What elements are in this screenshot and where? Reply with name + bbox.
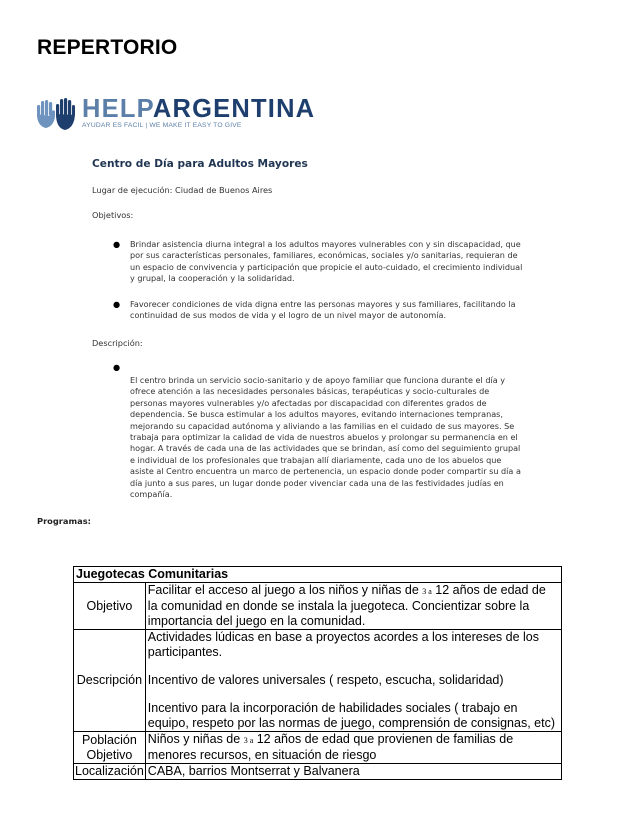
poblacion-text-end: 12 años de edad que provienen de familias de menores recursos, en situación de riesgo <box>147 732 514 762</box>
page-title: REPERTORIO <box>37 36 178 59</box>
poblacion-label <box>74 732 146 764</box>
poblacion-cell <box>145 732 561 764</box>
table-row <box>74 764 562 780</box>
table-row <box>74 732 562 764</box>
descripcion-label: Descripción <box>74 630 146 732</box>
logo-wordmark <box>82 96 315 122</box>
localizacion-label: Localización <box>75 764 144 778</box>
logo-word-help: HELP <box>82 95 153 123</box>
poblacion-label-line: Objetivo <box>86 747 133 762</box>
logo-word-argentina: ARGENTINA <box>152 95 316 123</box>
descripcion-cell <box>145 630 561 732</box>
poblacion-text: Niños y niñas de <box>147 732 244 746</box>
bullet-icon: ● <box>113 299 121 309</box>
helpargentina-logo <box>34 95 316 136</box>
localizacion-cell: CABA, barrios Montserrat y Balvanera <box>145 764 561 780</box>
project-title: Centro de Día para Adultos Mayores <box>92 158 308 170</box>
program-table <box>73 566 562 780</box>
objective-item: Favorecer condiciones de vida digna entre las personas mayores y sus familiares, facilitando la continuidad de sus modos de vida y el logro de un nivel mayor de autonomía. <box>130 299 516 321</box>
objetivo-age: 3 a <box>422 587 432 596</box>
objetivo-label: Objetivo <box>74 583 146 630</box>
hands-logo-icon <box>34 96 78 132</box>
table-row <box>74 567 562 583</box>
project-location: Lugar de ejecución: Ciudad de Buenos Aires <box>92 185 273 195</box>
poblacion-age: 3 a <box>243 736 254 745</box>
objetivo-text-end: 12 años de edad de la comunidad en donde se instala la juegoteca. Concientizar sobre la importancia del juego en la comunidad. <box>147 583 546 628</box>
bullet-icon: ● <box>113 362 121 372</box>
description-text: El centro brinda un servicio socio-sanitario y de apoyo familiar que funciona durante el día y ofrece atención a las necesidades personales básicas, terapéuticas y socio-culturales de personas mayores vulnerables y/o afectadas por discapacidad con diferentes grados de dependencia. Se busca estimular a los adultos mayores, evitando internaciones tempranas, mejorando su capacidad autónoma y aliviando a las familias en el cuidado de sus mayores. Se trabaja para optimizar la calidad de vida de nuestros abuelos y prolongar su permanencia en el hogar. A través de cada una de las actividades que se brindan, así como del seguimiento grupal e individual de los profesionales que trabajan allí diariamente, cada uno de los abuelos que asiste al Centro encuentra un marco de pertenencia, un espacio donde poder compartir su día a día junto a sus pares, un lugar donde poder vivenciar cada una de las festividades judías en compañía. <box>130 375 521 500</box>
logo-tagline: AYUDAR ES FACIL | WE MAKE IT EASY TO GIVE <box>82 122 242 129</box>
table-row <box>74 583 562 630</box>
table-row <box>74 630 562 732</box>
objetivo-text: Facilitar el acceso al juego a los niños y niñas de <box>147 583 423 597</box>
descripcion-line: Incentivo de valores universales ( respeto, escucha, solidaridad) <box>147 673 504 687</box>
descripcion-line: Incentivo para la incorporación de habilidades sociales ( trabajo en equipo, respeto por las normas de juego, comprensión de consignas, etc) <box>147 701 555 730</box>
poblacion-label-line: Población <box>81 732 137 747</box>
description-label: Descripción: <box>92 338 143 348</box>
objective-item: Brindar asistencia diurna integral a los adultos mayores vulnerables con y sin discapacidad, que por sus características personales, familiares, económicas, sociales y/o sanitarias, requieran de un espacio de convivencia y participación que propicie el auto-cuidado, el crecimiento individual y grupal, la cooperación y la solidaridad. <box>130 239 523 284</box>
programs-label: Programas: <box>37 516 92 526</box>
objectives-label: Objetivos: <box>92 210 134 220</box>
descripcion-line: Actividades lúdicas en base a proyectos acordes a los intereses de los participantes. <box>147 630 539 659</box>
objetivo-cell <box>145 583 561 630</box>
program-title: Juegotecas Comunitarias <box>74 567 562 583</box>
bullet-icon: ● <box>113 239 121 249</box>
